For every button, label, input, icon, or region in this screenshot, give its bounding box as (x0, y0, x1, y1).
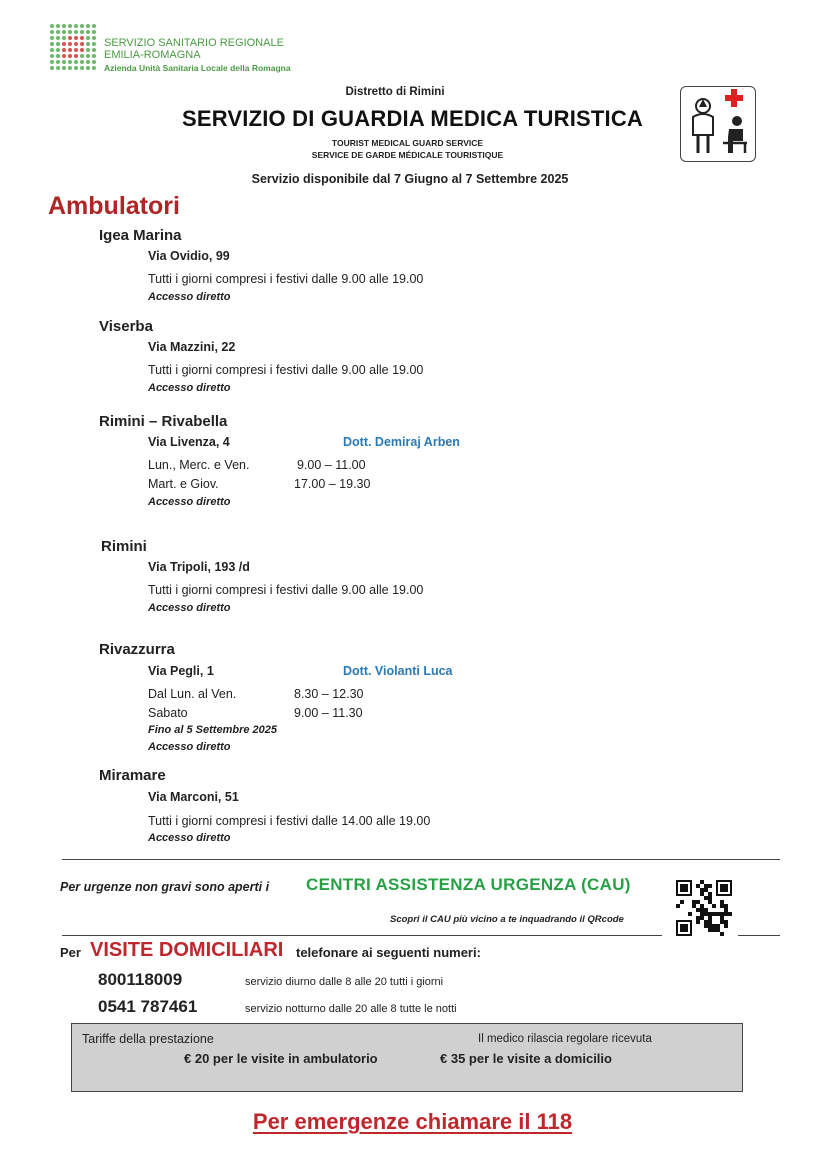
availability-text: Servizio disponibile dal 7 Giugno al 7 Settembre 2025 (251, 172, 569, 186)
schedule-days: Sabato (148, 706, 188, 720)
tariff-receipt-note: Il medico rilascia regolare ricevuta (478, 1033, 652, 1045)
logo-dot (56, 54, 60, 58)
cau-highlight: CENTRI ASSISTENZA URGENZA (CAU) (306, 875, 631, 894)
cau-lead-text: Per urgenze non gravi sono aperti i (60, 880, 270, 894)
phone-note-night: servizio notturno dalle 20 alle 8 tutte le notti (245, 1003, 457, 1015)
logo-dot (50, 60, 54, 64)
subtitle-en: TOURIST MEDICAL GUARD SERVICE (331, 138, 484, 148)
clinic-place: Miramare (99, 767, 166, 784)
logo-dot (86, 36, 90, 40)
logo-dot (80, 66, 84, 70)
phone-number-day[interactable]: 800118009 (98, 970, 183, 989)
doctor-patient-red-cross-icon (680, 86, 756, 162)
logo-dot (92, 36, 96, 40)
qr-module (708, 884, 712, 888)
schedule-hours: 9.00 – 11.00 (297, 458, 366, 472)
clinic-place: Rimini – Rivabella (99, 413, 228, 430)
clinic-address: Via Mazzini, 22 (148, 340, 236, 354)
home-visits-prefix: Per (60, 945, 81, 960)
district-label: Distretto di Rimini (345, 86, 445, 98)
clinic-access: Accesso diretto (148, 496, 231, 508)
logo-dot (86, 42, 90, 46)
logo-line-1: SERVIZIO SANITARIO REGIONALE (104, 37, 284, 49)
logo-dot (80, 48, 84, 52)
logo-dot (92, 60, 96, 64)
clinic-doctor: Dott. Violanti Luca (343, 664, 453, 678)
logo-line-2: EMILIA-ROMAGNA (104, 49, 201, 61)
logo-dot (80, 30, 84, 34)
logo-dot (56, 42, 60, 46)
clinic-place: Viserba (99, 318, 153, 335)
logo-dot (62, 30, 66, 34)
schedule-hours: 17.00 – 19.30 (294, 477, 371, 491)
logo-dot (74, 60, 78, 64)
logo-dot (74, 36, 78, 40)
logo-dot (50, 30, 54, 34)
logo-dot (92, 42, 96, 46)
home-visits-suffix: telefonare ai seguenti numeri: (296, 945, 481, 960)
logo-dot (50, 42, 54, 46)
page-title: SERVIZIO DI GUARDIA MEDICA TURISTICA (181, 106, 644, 131)
tariff-home-fee: € 35 per le visite a domicilio (440, 1051, 612, 1066)
logo-dot (62, 42, 66, 46)
clinic-access: Accesso diretto (148, 741, 231, 753)
logo-dot (92, 66, 96, 70)
logo-dot (62, 24, 66, 28)
clinic-schedule: Tutti i giorni compresi i festivi dalle 9.00 alle 19.00 (148, 272, 424, 286)
qr-module (720, 932, 724, 936)
logo-dot (56, 66, 60, 70)
logo-line-3: Azienda Unità Sanitaria Locale della Romagna (104, 63, 291, 73)
schedule-days: Dal Lun. al Ven. (148, 687, 237, 701)
clinic-address: Via Marconi, 51 (148, 790, 239, 804)
cau-qr-text: Scopri il CAU più vicino a te inquadrando il QRcode (390, 914, 624, 925)
qr-module (676, 904, 680, 908)
qr-module (680, 900, 684, 904)
clinic-address: Via Ovidio, 99 (148, 249, 230, 263)
logo-dot (74, 54, 78, 58)
clinic-note: Fino al 5 Settembre 2025 (148, 724, 277, 736)
clinic-address: Via Pegli, 1 (148, 664, 214, 678)
qr-module (696, 920, 700, 924)
tariff-label: Tariffe della prestazione (82, 1032, 214, 1046)
logo-dot (68, 60, 72, 64)
clinic-place: Igea Marina (99, 227, 182, 244)
logo-dot (68, 66, 72, 70)
emergency-text: Per emergenze chiamare il 118 (252, 1109, 573, 1134)
qr-module (680, 924, 688, 932)
logo-dot (86, 30, 90, 34)
logo-dot (62, 54, 66, 58)
logo-dot (80, 42, 84, 46)
logo-dot (80, 60, 84, 64)
logo-dot (50, 36, 54, 40)
qr-code-icon[interactable] (676, 880, 732, 936)
logo-dot (68, 30, 72, 34)
logo-dot (74, 30, 78, 34)
qr-module (688, 912, 692, 916)
logo-dot (86, 24, 90, 28)
logo-dot (68, 36, 72, 40)
logo-dot (92, 54, 96, 58)
logo-dot (86, 48, 90, 52)
logo-dot (92, 30, 96, 34)
logo-dot (86, 60, 90, 64)
qr-module (724, 924, 728, 928)
clinic-access: Accesso diretto (148, 291, 231, 303)
divider (738, 935, 780, 936)
logo-dot (86, 66, 90, 70)
logo-dot (50, 24, 54, 28)
logo-dot (92, 48, 96, 52)
clinic-access: Accesso diretto (148, 602, 231, 614)
logo-dot (86, 54, 90, 58)
section-title: Ambulatori (48, 192, 180, 220)
logo-dot (74, 42, 78, 46)
logo-dot (74, 24, 78, 28)
logo-dot (62, 60, 66, 64)
home-visits-highlight: VISITE DOMICILIARI (90, 939, 284, 961)
clinic-access: Accesso diretto (148, 832, 231, 844)
clinic-address: Via Livenza, 4 (148, 435, 230, 449)
logo-dot (68, 54, 72, 58)
clinic-place: Rivazzurra (99, 641, 175, 658)
qr-module (712, 904, 716, 908)
logo-dot (68, 48, 72, 52)
logo-mark (50, 24, 98, 70)
emergency-banner (0, 1109, 825, 1135)
logo-dot (56, 60, 60, 64)
clinic-access: Accesso diretto (148, 382, 231, 394)
logo-dot (68, 42, 72, 46)
logo-dot (74, 66, 78, 70)
logo-dot (62, 66, 66, 70)
schedule-hours: 8.30 – 12.30 (294, 687, 364, 701)
clinic-place: Rimini (101, 538, 147, 555)
logo-dot (56, 24, 60, 28)
logo-dot (92, 24, 96, 28)
clinic-address: Via Tripoli, 193 /d (148, 560, 250, 574)
logo-dot (56, 36, 60, 40)
logo-dot (62, 36, 66, 40)
schedule-days: Mart. e Giov. (148, 477, 219, 491)
clinic-doctor: Dott. Demiraj Arben (343, 435, 460, 449)
logo-dot (62, 48, 66, 52)
subtitle-fr: SERVICE DE GARDE MÉDICALE TOURISTIQUE (311, 150, 504, 160)
clinic-schedule: Tutti i giorni compresi i festivi dalle 14.00 alle 19.00 (148, 814, 431, 828)
qr-module (680, 884, 688, 892)
schedule-days: Lun., Merc. e Ven. (148, 458, 250, 472)
logo-dot (80, 54, 84, 58)
logo-dot (80, 24, 84, 28)
divider (62, 935, 662, 936)
logo-dot (74, 48, 78, 52)
logo-dot (56, 48, 60, 52)
schedule-hours: 9.00 – 11.30 (294, 706, 363, 720)
logo-dot (68, 24, 72, 28)
phone-number-night[interactable]: 0541 787461 (98, 997, 198, 1016)
clinic-schedule: Tutti i giorni compresi i festivi dalle 9.00 alle 19.00 (148, 363, 424, 377)
phone-note-day: servizio diurno dalle 8 alle 20 tutti i giorni (245, 976, 444, 988)
logo-dot (50, 66, 54, 70)
tariff-clinic-fee: € 20 per le visite in ambulatorio (184, 1051, 378, 1066)
logo-dot (80, 36, 84, 40)
qr-module (720, 884, 728, 892)
logo-dot (50, 48, 54, 52)
logo-dot (56, 30, 60, 34)
clinic-schedule: Tutti i giorni compresi i festivi dalle 9.00 alle 19.00 (148, 583, 424, 597)
logo-dot (50, 54, 54, 58)
qr-module (728, 912, 732, 916)
divider (62, 859, 780, 860)
